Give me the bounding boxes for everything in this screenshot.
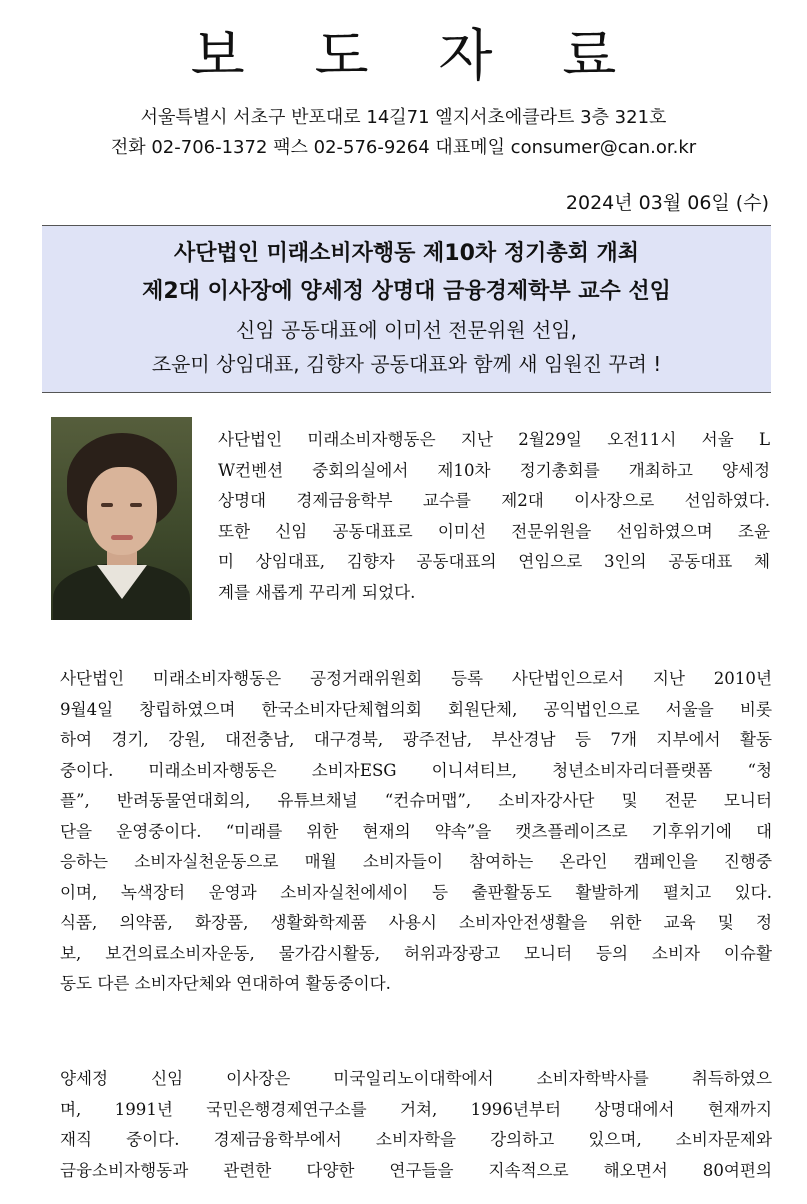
body-paragraph-2 bbox=[60, 664, 772, 1000]
paragraph-line: 중이다. 미래소비자행동은 소비자ESG 이니셔티브, 청년소비자리더플랫폼 “청 bbox=[60, 760, 772, 780]
contact-line: 전화 02-706-1372 팩스 02-576-9264 대표메일 consumer@can.or.kr bbox=[110, 137, 697, 158]
paragraph-line: 또한 신임 공동대표로 이미선 전문위원을 선임하였으며 조윤 bbox=[218, 521, 770, 541]
paragraph-line: 이며, 녹색장터 운영과 소비자실천에세이 등 출판활동도 활발하게 펼치고 있다. bbox=[60, 882, 772, 902]
paragraph-line: 금융소비자행동과 관련한 다양한 연구들을 지속적으로 해오면서 80여편의 bbox=[60, 1160, 772, 1180]
paragraph-line: 9월4일 창립하였으며 한국소비자단체협의회 회원단체, 공익법인으로 서울을 비롯 bbox=[60, 699, 772, 719]
subheadline-line-1: 신임 공동대표에 이미선 전문위원 선임, bbox=[236, 318, 577, 342]
photo-face bbox=[87, 467, 157, 555]
photo-eye-left bbox=[101, 503, 113, 507]
paragraph-line: 양세정 신임 이사장은 미국일리노이대학에서 소비자학박사를 취득하였으 bbox=[60, 1069, 772, 1088]
page-title: 보 도 자 료 bbox=[190, 24, 643, 89]
paragraph-line: 플”, 반려동물연대회의, 유튜브채널 “컨슈머맵”, 소비자강사단 및 전문 모니터 bbox=[60, 791, 772, 810]
release-date: 2024년 03월 06일 (수) bbox=[565, 192, 769, 214]
photo-eye-right bbox=[130, 503, 142, 507]
paragraph-line: 재직 중이다. 경제금융학부에서 소비자학을 강의하고 있으며, 소비자문제와 bbox=[60, 1130, 772, 1149]
address-line: 서울특별시 서초구 반포대로 14길71 엘지서초에클라트 3층 321호 bbox=[140, 107, 667, 128]
paragraph-line: 식품, 의약품, 화장품, 생활화학제품 사용시 소비자안전생활을 위한 교육 및 정 bbox=[60, 913, 772, 932]
paragraph-line: 하여 경기, 강원, 대전충남, 대구경북, 광주전남, 부산경남 등 7개 지부에서 활동 bbox=[60, 730, 772, 749]
headline-box bbox=[42, 225, 771, 393]
subheadline-line-2: 조윤미 상임대표, 김향자 공동대표와 함께 새 임원진 꾸려 ! bbox=[151, 352, 662, 376]
paragraph-line: 상명대 경제금융학부 교수를 제2대 이사장으로 선임하였다. bbox=[218, 491, 770, 510]
paragraph-line: 계를 새롭게 꾸리게 되었다. bbox=[218, 582, 416, 602]
paragraph-line: 응하는 소비자실천운동으로 매월 소비자들이 참여하는 온라인 캠페인을 진행중 bbox=[60, 852, 772, 871]
paragraph-line: 단을 운영중이다. “미래를 위한 현재의 약속”을 캣츠플레이즈로 기후위기에 대 bbox=[60, 821, 772, 841]
paragraph-line: 보, 보건의료소비자운동, 물가감시활동, 허위과장광고 모니터 등의 소비자 이슈활 bbox=[60, 943, 772, 963]
headline-line-1: 사단법인 미래소비자행동 제10차 정기총회 개최 bbox=[173, 241, 640, 266]
photo-mouth bbox=[111, 535, 133, 540]
paragraph-line: W컨벤션 중회의실에서 제10차 정기총회를 개최하고 양세정 bbox=[218, 460, 770, 480]
headline-line-2: 제2대 이사장에 양세정 상명대 금융경제학부 교수 선임 bbox=[142, 279, 671, 304]
body-paragraph-1 bbox=[218, 425, 770, 608]
paragraph-line: 동도 다른 소비자단체와 연대하여 활동중이다. bbox=[60, 974, 391, 993]
body-paragraph-3 bbox=[60, 1064, 772, 1186]
paragraph-line: 사단법인 미래소비자행동은 공정거래위원회 등록 사단법인으로서 지난 2010년 bbox=[60, 669, 772, 688]
paragraph-line: 사단법인 미래소비자행동은 지난 2월29일 오전11시 서울 L bbox=[218, 430, 770, 449]
paragraph-line: 미 상임대표, 김향자 공동대표의 연임으로 3인의 공동대표 체 bbox=[218, 552, 770, 571]
portrait-photo bbox=[51, 417, 192, 620]
paragraph-line: 며, 1991년 국민은행경제연구소를 거쳐, 1996년부터 상명대에서 현재까지 bbox=[60, 1099, 772, 1119]
